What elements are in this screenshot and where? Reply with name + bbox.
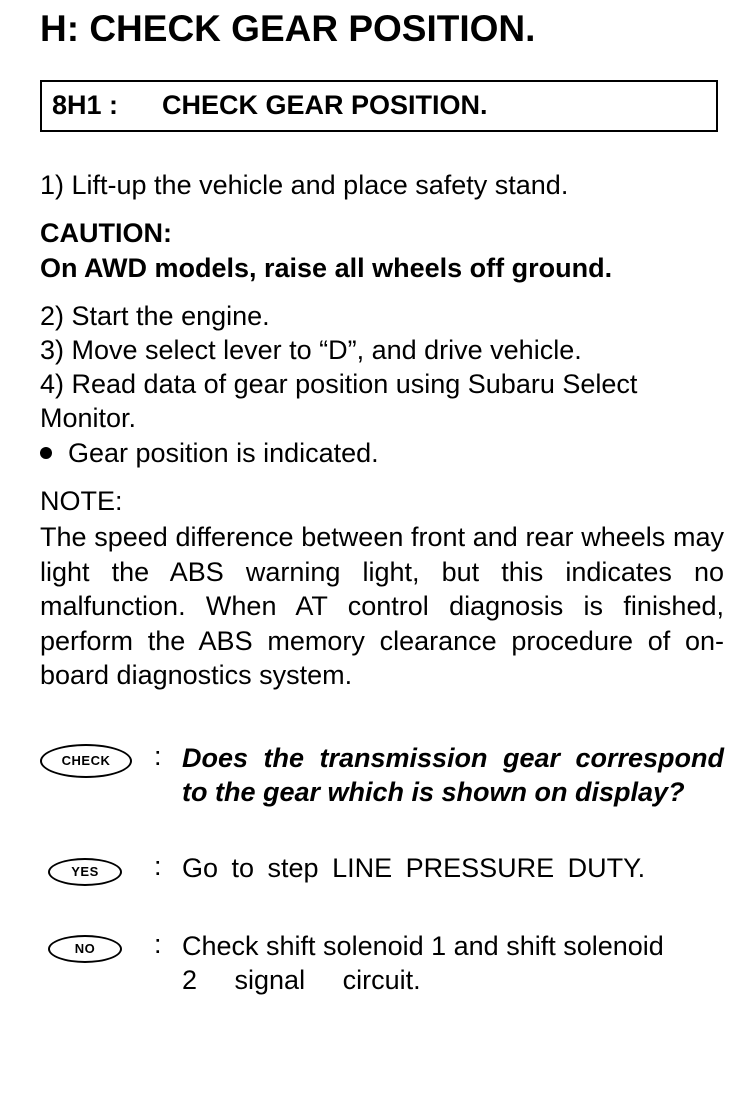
bullet-item: [40, 436, 379, 470]
yes-badge-icon: YES: [48, 858, 122, 886]
step-code: 8H1 :: [52, 90, 119, 120]
step-1: 1) Lift-up the vehicle and place safety stand.: [40, 170, 569, 200]
page-title: H: CHECK GEAR POSITION.: [40, 8, 536, 49]
step-4-line-2: Monitor.: [40, 403, 137, 433]
step-title: CHECK GEAR POSITION.: [162, 90, 488, 120]
step-3: 3) Move select lever to “D”, and drive vehicle.: [40, 335, 582, 365]
note-label: NOTE:: [40, 486, 123, 516]
check-colon: :: [154, 741, 162, 771]
no-badge-icon: NO: [48, 935, 122, 963]
step-header-box: [40, 80, 718, 132]
step-4-line-1: 4) Read data of gear position using Subaru Select: [40, 369, 638, 399]
no-action-line-1: Check shift solenoid 1 and shift solenoid: [182, 931, 664, 961]
check-question: Does the transmission gear correspond to the gear which is shown on display?: [182, 743, 724, 807]
check-badge-icon: CHECK: [40, 744, 132, 778]
caution-label: CAUTION:: [40, 218, 172, 248]
bullet-text: Gear position is indicated.: [68, 438, 379, 468]
bullet-icon: [40, 447, 52, 459]
yes-colon: :: [154, 851, 162, 881]
note-text: The speed difference between front and rear wheels may light the ABS warning light, but this indicates no malfunction. When AT control diagnosis is finished, perform the ABS memory clearance procedure of on-board diagnostics system.: [40, 522, 724, 690]
caution-text: On AWD models, raise all wheels off ground.: [40, 253, 613, 283]
yes-action: Go to step LINE PRESSURE DUTY.: [182, 853, 646, 883]
no-action-line-2: 2 signal circuit.: [182, 965, 421, 995]
step-2: 2) Start the engine.: [40, 301, 270, 331]
no-colon: :: [154, 929, 162, 959]
